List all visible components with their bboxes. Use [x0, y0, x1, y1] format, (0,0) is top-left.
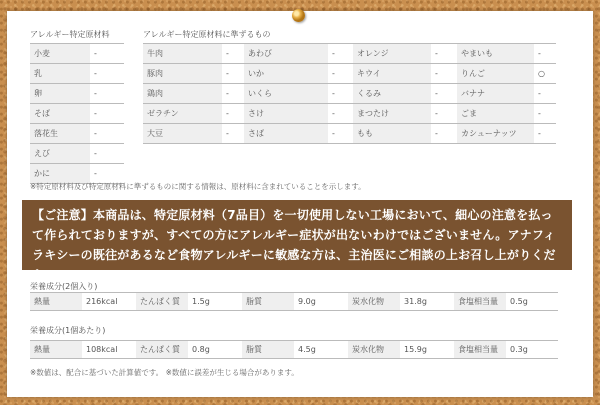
caution-notice: 【ご注意】本商品は、特定原材料（7品目）を一切使用しない工場において、細心の注意を払って作られておりますが、すべての方にアレルギー症状が出ないわけではございません。アナフィラキシーの既往があるなど食物アレルギーに敏感な方は、主治医にご相談の上お召し上がりください。 — [22, 200, 572, 270]
allergen-name: あわび — [244, 44, 328, 64]
allergen-name: 大豆 — [143, 124, 222, 144]
allergen-name: まつたけ — [353, 104, 431, 124]
allergen-value: - — [90, 164, 124, 184]
allergen-name: 豚肉 — [143, 64, 222, 84]
nutrient-label: たんぱく質 — [136, 341, 188, 359]
allergen-value: - — [534, 124, 556, 144]
nutrition-title-1: 栄養成分(2個入り) — [30, 282, 98, 291]
allergen-value: - — [328, 44, 353, 64]
allergen-name: くるみ — [353, 84, 431, 104]
allergen-name: いか — [244, 64, 328, 84]
nutrient-value: 0.3g — [506, 341, 558, 359]
nutrient-value: 0.8g — [188, 341, 242, 359]
allergen-name: さば — [244, 124, 328, 144]
nutrient-label: 食塩相当量 — [454, 293, 506, 311]
nutrient-label: 炭水化物 — [348, 293, 400, 311]
allergen-value: - — [90, 44, 124, 64]
nutrient-label: 熱量 — [30, 293, 82, 311]
allergen-value: - — [222, 104, 244, 124]
allergen-name: オレンジ — [353, 44, 431, 64]
allergen-related-title: アレルギー特定原材料に準ずるもの — [143, 30, 271, 39]
table-row — [30, 293, 558, 311]
nutrient-value: 108kcal — [82, 341, 136, 359]
allergen-value: - — [431, 84, 457, 104]
allergen-name: さけ — [244, 104, 328, 124]
allergen-name: カシューナッツ — [457, 124, 534, 144]
allergen-name: キウイ — [353, 64, 431, 84]
allergen-value: - — [328, 124, 353, 144]
table-row — [30, 44, 124, 64]
allergen-value: - — [431, 44, 457, 64]
footer-note: ※数値は、配合に基づいた計算値です。 ※数値に誤差が生じる場合があります。 — [30, 368, 299, 377]
nutrient-label: 炭水化物 — [348, 341, 400, 359]
allergen-value: - — [431, 124, 457, 144]
allergen-value: - — [431, 64, 457, 84]
allergen-name: 卵 — [30, 84, 90, 104]
nutrient-value: 216kcal — [82, 293, 136, 311]
allergen-name: 鶏肉 — [143, 84, 222, 104]
allergen-name: バナナ — [457, 84, 534, 104]
nutrition-title-2: 栄養成分(1個あたり) — [30, 326, 106, 335]
allergen-name: いくら — [244, 84, 328, 104]
allergen-value: - — [222, 84, 244, 104]
table-row — [143, 84, 556, 104]
allergen-name: やまいも — [457, 44, 534, 64]
allergen-name: りんご — [457, 64, 534, 84]
allergen-value: - — [534, 104, 556, 124]
allergen-name: そば — [30, 104, 90, 124]
allergen-required-table — [30, 43, 124, 184]
nutrition-table-1 — [30, 292, 558, 311]
allergen-name: 落花生 — [30, 124, 90, 144]
allergen-name: 小麦 — [30, 44, 90, 64]
allergen-name: かに — [30, 164, 90, 184]
allergen-required-title: アレルギー特定原材料 — [30, 30, 110, 39]
table-row — [30, 104, 124, 124]
allergen-value: - — [90, 124, 124, 144]
allergen-value: - — [222, 124, 244, 144]
allergen-name: もも — [353, 124, 431, 144]
allergen-name: 乳 — [30, 64, 90, 84]
nutrient-label: 熱量 — [30, 341, 82, 359]
table-row — [30, 341, 558, 359]
allergen-name: えび — [30, 144, 90, 164]
allergen-value: - — [90, 144, 124, 164]
allergen-value: - — [90, 84, 124, 104]
allergen-value: - — [222, 44, 244, 64]
table-row — [143, 64, 556, 84]
allergen-note: ※特定原材料及び特定原材料に準ずるものに関する情報は、原材料に含まれていることを示します。 — [30, 182, 366, 191]
allergen-value: - — [222, 64, 244, 84]
push-pin-icon — [292, 9, 305, 22]
nutrient-label: たんぱく質 — [136, 293, 188, 311]
table-row — [143, 104, 556, 124]
allergen-value: - — [534, 84, 556, 104]
table-row — [143, 124, 556, 144]
nutrient-label: 脂質 — [242, 341, 294, 359]
allergen-value: ○ — [534, 64, 556, 84]
allergen-value: - — [431, 104, 457, 124]
allergen-name: ごま — [457, 104, 534, 124]
allergen-related-table — [143, 43, 556, 144]
allergen-name: ゼラチン — [143, 104, 222, 124]
table-row — [30, 84, 124, 104]
nutrition-table-2 — [30, 340, 558, 359]
table-row — [30, 144, 124, 164]
allergen-value: - — [328, 104, 353, 124]
allergen-value: - — [534, 44, 556, 64]
nutrient-value: 31.8g — [400, 293, 454, 311]
nutrient-value: 15.9g — [400, 341, 454, 359]
nutrient-value: 9.0g — [294, 293, 348, 311]
allergen-value: - — [328, 64, 353, 84]
nutrient-label: 食塩相当量 — [454, 341, 506, 359]
nutrient-value: 1.5g — [188, 293, 242, 311]
table-row — [30, 124, 124, 144]
allergen-value: - — [90, 104, 124, 124]
table-row — [30, 64, 124, 84]
allergen-name: 牛肉 — [143, 44, 222, 64]
table-row — [143, 44, 556, 64]
nutrient-value: 4.5g — [294, 341, 348, 359]
allergen-value: - — [90, 64, 124, 84]
nutrient-label: 脂質 — [242, 293, 294, 311]
allergen-value: - — [328, 84, 353, 104]
nutrient-value: 0.5g — [506, 293, 558, 311]
